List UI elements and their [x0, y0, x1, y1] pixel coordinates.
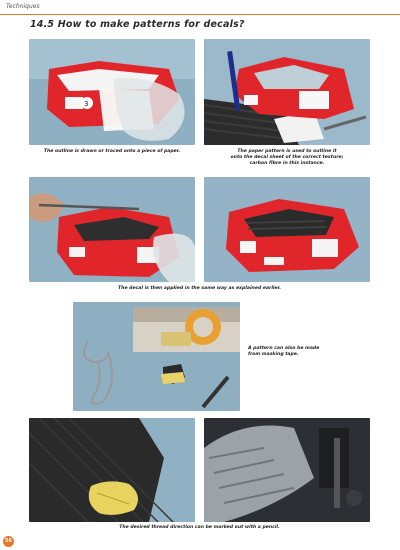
caption-tracing: The outline is drawn or traced onto a piece of paper.: [43, 149, 181, 154]
caption-masking-line2: from masking tape.: [248, 352, 299, 357]
photo-tracing-outline: [29, 39, 195, 145]
photo-decal-finished: [204, 177, 370, 282]
photo-pattern-on-carbon: [204, 39, 370, 145]
caption-masking-line1: A pattern can also be made: [248, 346, 320, 351]
header-section-label: Techniques: [6, 3, 40, 10]
caption-pattern-line1: The paper pattern is used to outline it: [237, 149, 337, 154]
photo-masking-tape: [73, 302, 240, 411]
caption-pattern-line3: carbon fibre in this instance.: [249, 161, 325, 166]
page-number-badge: 56: [3, 536, 14, 547]
svg-text:3: 3: [84, 100, 89, 108]
photo-carbon-applied: [204, 418, 370, 522]
section-title: 14.5 How to make patterns for decals?: [30, 19, 245, 30]
caption-pattern-line2: onto the decal sheet of the correct texture;: [230, 155, 344, 160]
caption-applying: The decal is then applied in the same way as explained earlier.: [118, 286, 281, 291]
photo-thread-direction: [29, 418, 195, 522]
photo-applying-decal: [29, 177, 195, 282]
header-rule: [0, 14, 400, 15]
caption-thread-direction: The desired thread direction can be marked out with a pencil.: [119, 525, 280, 530]
